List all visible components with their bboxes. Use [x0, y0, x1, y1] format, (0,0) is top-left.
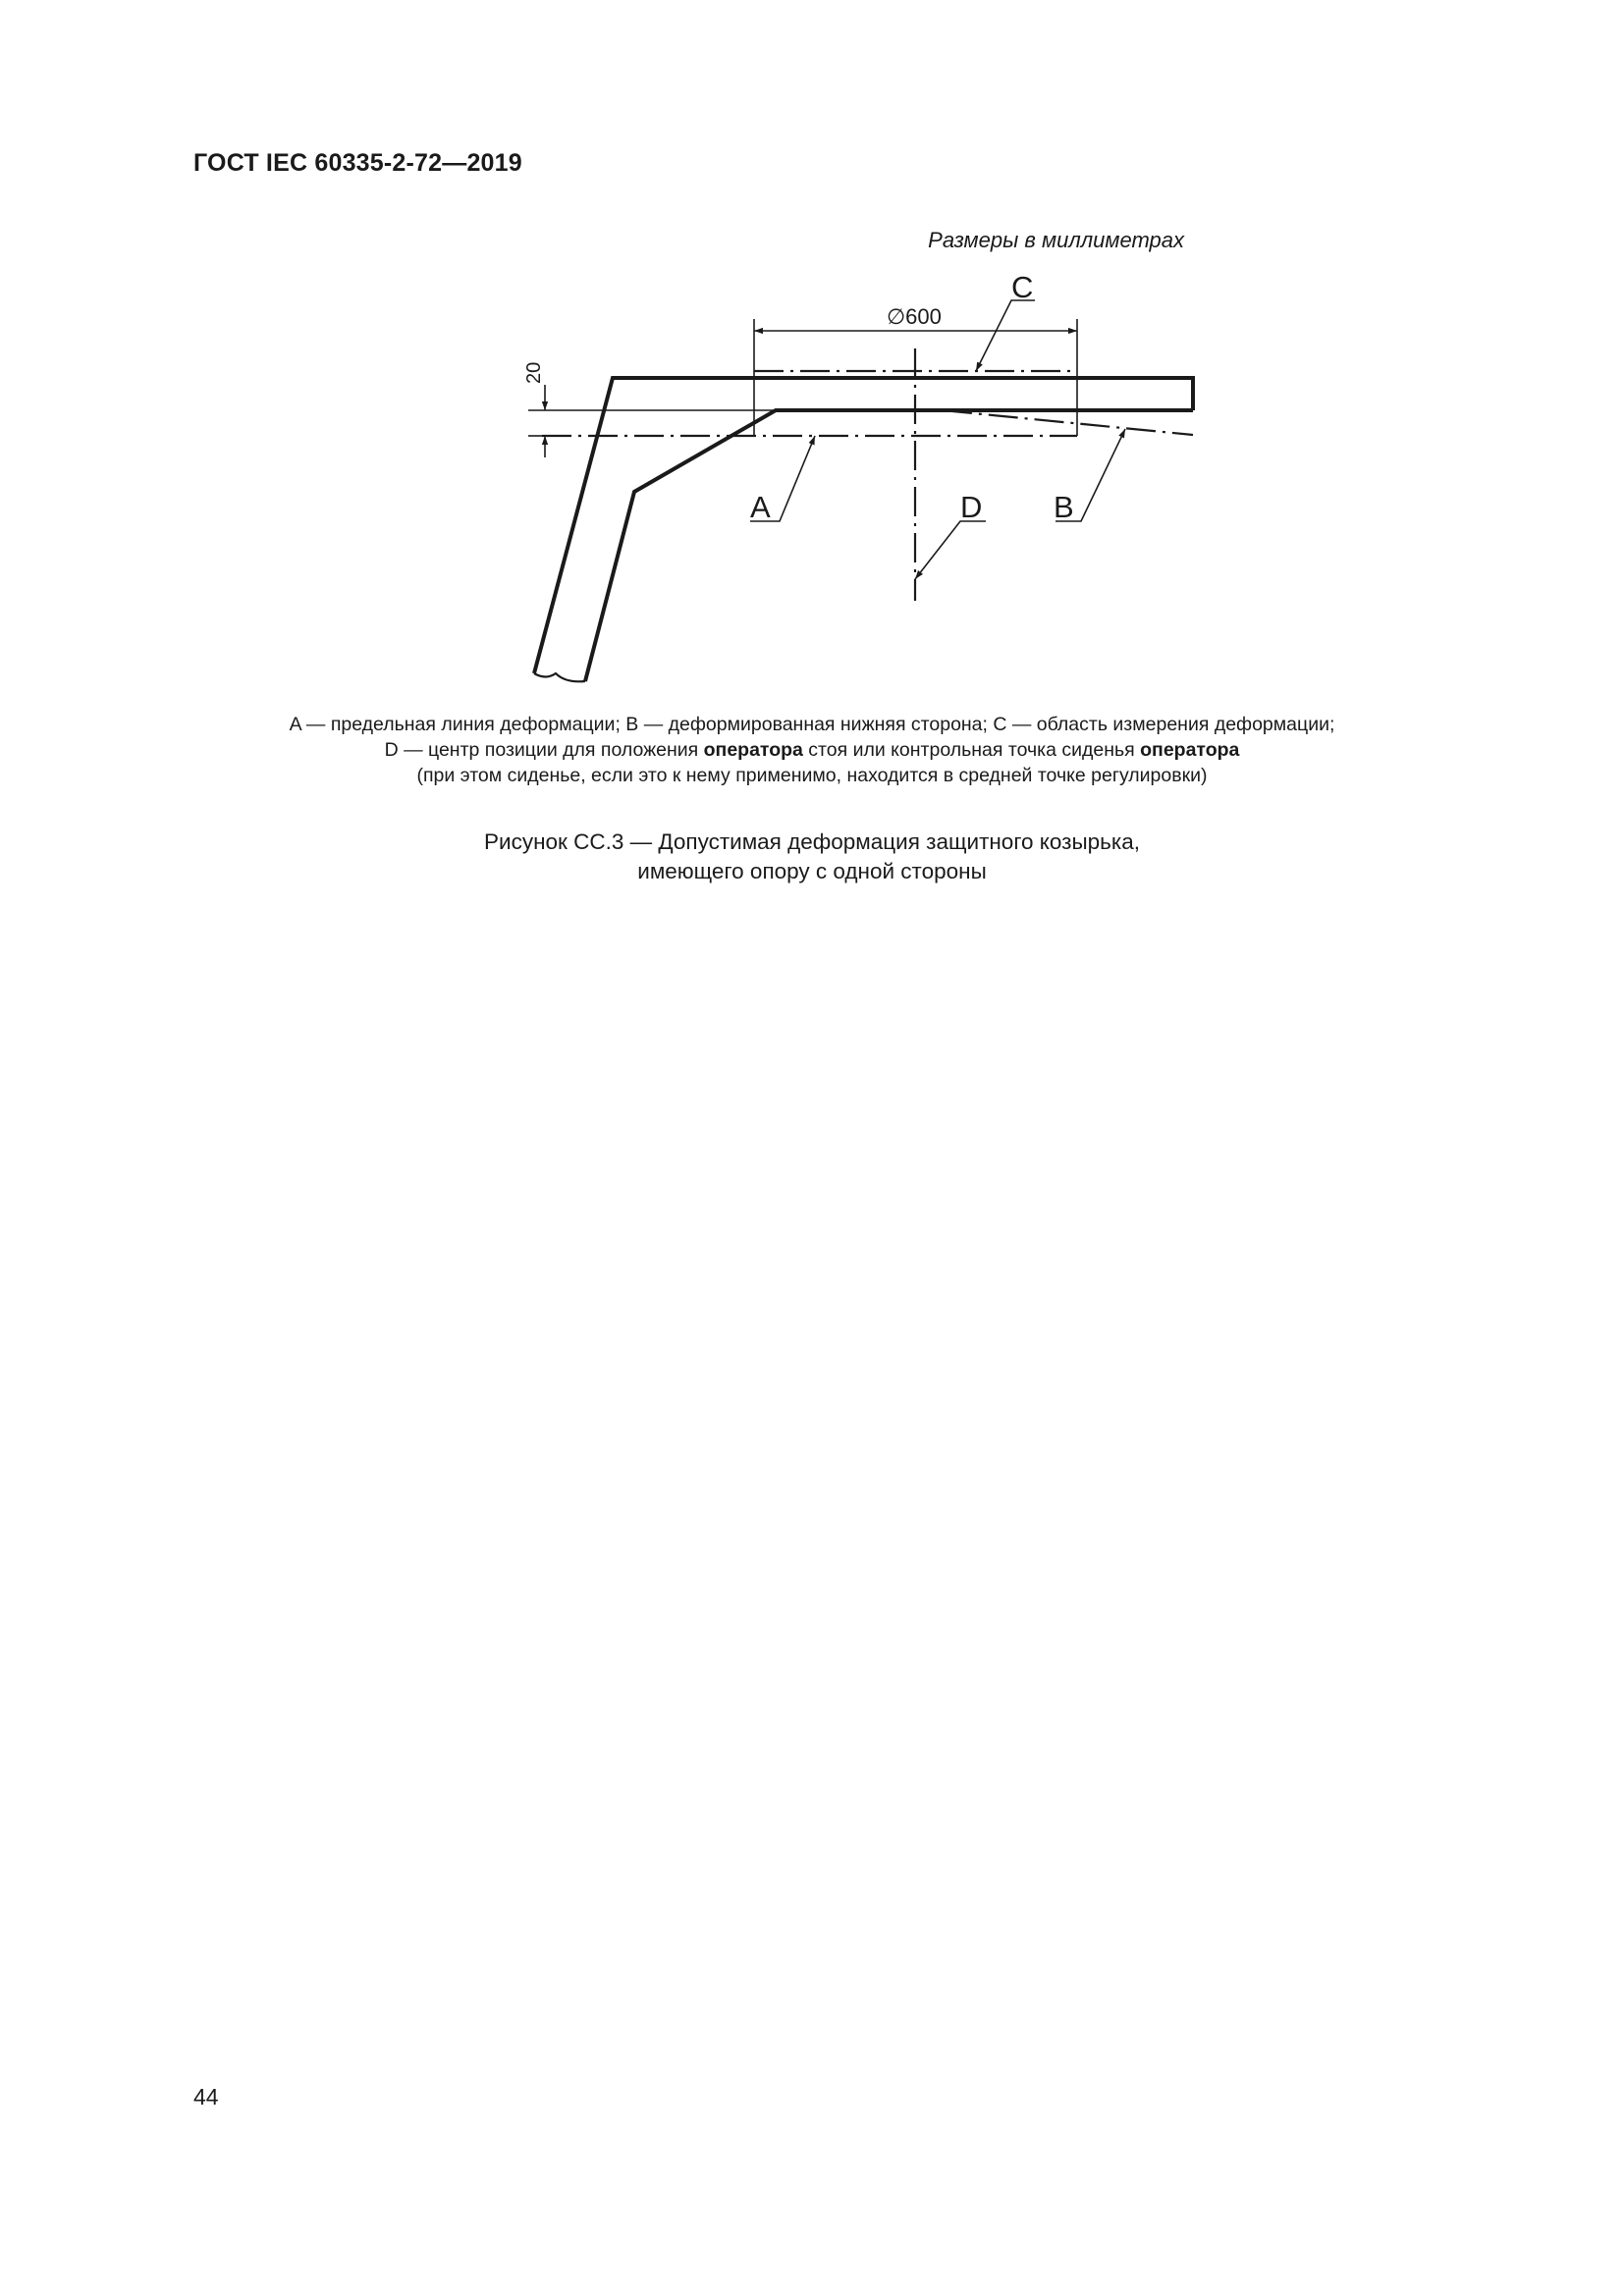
deformation-lines — [542, 348, 1193, 601]
legend-line-2-text-1: D — центр позиции для положения — [384, 739, 704, 761]
legend-line-2 — [196, 737, 1428, 763]
legend-line-2-text-2: стоя или контрольная точка сиденья — [802, 739, 1141, 761]
label-d: D — [960, 490, 983, 524]
label-a: A — [750, 490, 771, 524]
caption-line-2: имеющего опору с одной стороны — [637, 859, 987, 883]
figure-caption — [196, 828, 1428, 886]
units-note: Размеры в миллиметрах — [928, 228, 1184, 252]
dimension-height-label: 20 — [523, 361, 545, 384]
document-header: ГОСТ IEC 60335-2-72—2019 — [193, 149, 522, 177]
legend-term-operator-1: оператора — [703, 739, 803, 761]
dimension-diameter-label: ∅600 — [887, 304, 942, 329]
caption-line-1: Рисунок СС.3 — Допустимая деформация защитного козырька, — [484, 829, 1140, 854]
label-c: C — [1011, 270, 1034, 304]
canopy-outline — [534, 378, 1193, 681]
figure-legend — [196, 712, 1428, 788]
figure-cc3-drawing — [0, 0, 1624, 707]
page-number: 44 — [193, 2084, 219, 2109]
label-b: B — [1054, 490, 1074, 524]
legend-term-operator-2: оператора — [1140, 739, 1240, 761]
legend-line-1: A — предельная линия деформации; B — деформированная нижняя сторона; C — область измерения деформации; — [289, 714, 1335, 735]
legend-line-3: (при этом сиденье, если это к нему применимо, находится в средней точке регулировки) — [416, 765, 1208, 786]
leader-lines — [750, 300, 1125, 579]
